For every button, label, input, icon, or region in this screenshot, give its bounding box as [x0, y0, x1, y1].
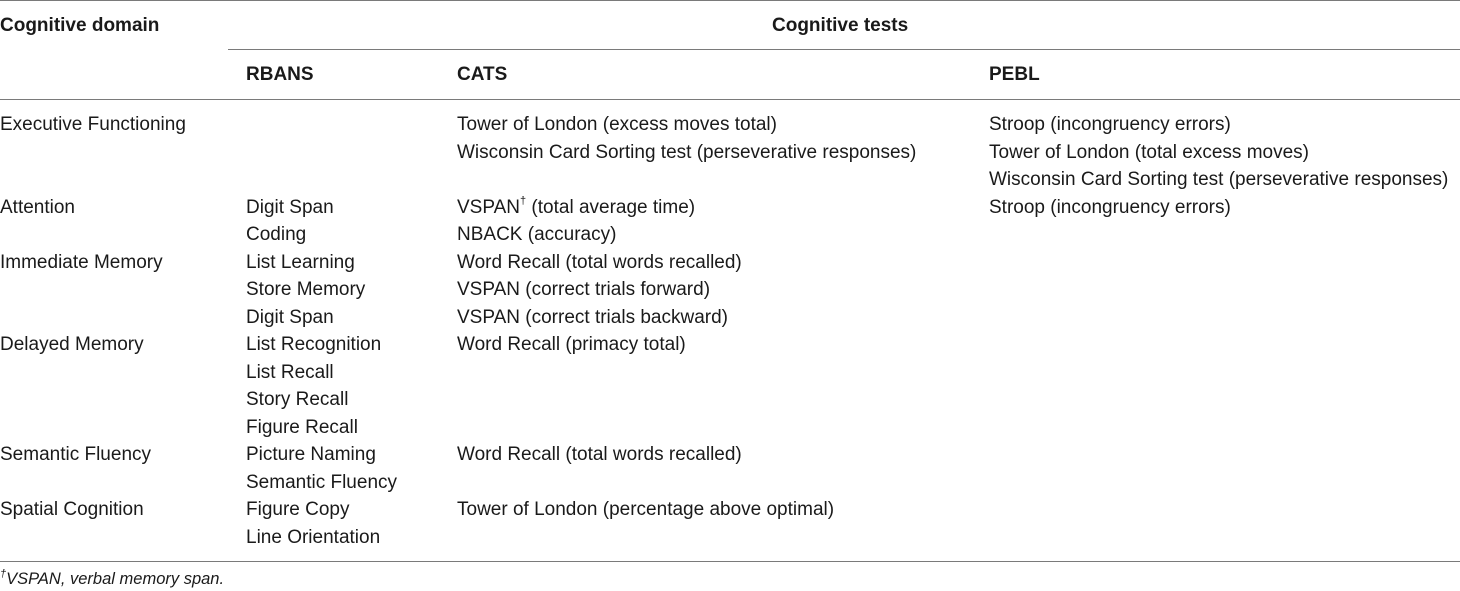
- domain-cell: Spatial Cognition: [0, 499, 144, 520]
- cats-cell: [457, 194, 695, 249]
- header-rbans: RBANS: [246, 64, 314, 85]
- footnote-dagger: †: [0, 567, 7, 580]
- cats-test: Word Recall (total words recalled): [457, 251, 742, 273]
- rbans-test: List Recognition: [246, 334, 382, 355]
- rbans-test: Figure Copy: [246, 499, 350, 520]
- subheader-rule: [228, 49, 1460, 50]
- cats-test: Tower of London (percentage above optimal): [457, 499, 835, 520]
- cats-cell: [457, 111, 916, 166]
- cats-test: Tower of London (excess moves total): [457, 114, 777, 135]
- cats-test: VSPAN (correct trials backward): [457, 306, 728, 328]
- domain-cell: Executive Functioning: [0, 114, 186, 135]
- pebl-cell: [989, 111, 1448, 194]
- header-bottom-rule: [0, 99, 1460, 100]
- header-cognitive-tests: Cognitive tests: [772, 15, 909, 36]
- domain-cell: Attention: [0, 196, 75, 218]
- pebl-test: Stroop (incongruency errors): [989, 196, 1231, 218]
- domain-cell: Immediate Memory: [0, 251, 163, 273]
- cats-test: Wisconsin Card Sorting test (perseverative responses): [457, 141, 917, 163]
- cats-test-detail: (total average time): [526, 196, 696, 218]
- header-cats: CATS: [457, 64, 508, 85]
- dagger-mark: †: [520, 195, 527, 208]
- rbans-test: Digit Span: [246, 306, 334, 328]
- pebl-test: Tower of London (total excess moves): [989, 141, 1309, 163]
- cats-test: Word Recall (primacy total): [457, 334, 686, 355]
- table-bottom-rule: [0, 561, 1460, 562]
- table-footnote: [0, 569, 224, 589]
- cats-cell: [457, 249, 742, 332]
- pebl-test: Stroop (incongruency errors): [989, 114, 1231, 135]
- cats-cell: [457, 496, 834, 524]
- cats-test: NBACK (accuracy): [457, 224, 617, 245]
- rbans-test: List Learning: [246, 251, 355, 273]
- pebl-cell: [989, 194, 1231, 222]
- rbans-test: Story Recall: [246, 389, 349, 410]
- domain-cell: Semantic Fluency: [0, 444, 152, 465]
- rbans-cell: [246, 441, 397, 496]
- rbans-cell: [246, 331, 381, 441]
- rbans-cell: [246, 496, 380, 551]
- rbans-test: Store Memory: [246, 279, 366, 300]
- cats-test-name: VSPAN: [457, 196, 521, 218]
- top-rule: [0, 0, 1460, 1]
- header-pebl: PEBL: [989, 64, 1040, 85]
- cats-test: [457, 194, 695, 222]
- cats-cell: [457, 331, 686, 359]
- rbans-test: Digit Span: [246, 196, 334, 218]
- rbans-cell: [246, 194, 334, 249]
- header-cognitive-domain: Cognitive domain: [0, 15, 160, 36]
- cats-test: Word Recall (total words recalled): [457, 444, 742, 465]
- cats-cell: [457, 441, 742, 469]
- pebl-test: Wisconsin Card Sorting test (perseverative responses): [989, 169, 1449, 190]
- rbans-test: Coding: [246, 224, 307, 245]
- rbans-test: Picture Naming: [246, 444, 376, 465]
- domain-cell: Delayed Memory: [0, 334, 144, 355]
- footnote-text: VSPAN, verbal memory span.: [6, 570, 225, 588]
- cats-test: VSPAN (correct trials forward): [457, 279, 711, 300]
- rbans-test: List Recall: [246, 361, 334, 383]
- rbans-cell: [246, 249, 365, 332]
- rbans-test: Figure Recall: [246, 416, 358, 438]
- rbans-test: Line Orientation: [246, 526, 381, 548]
- rbans-test: Semantic Fluency: [246, 471, 398, 493]
